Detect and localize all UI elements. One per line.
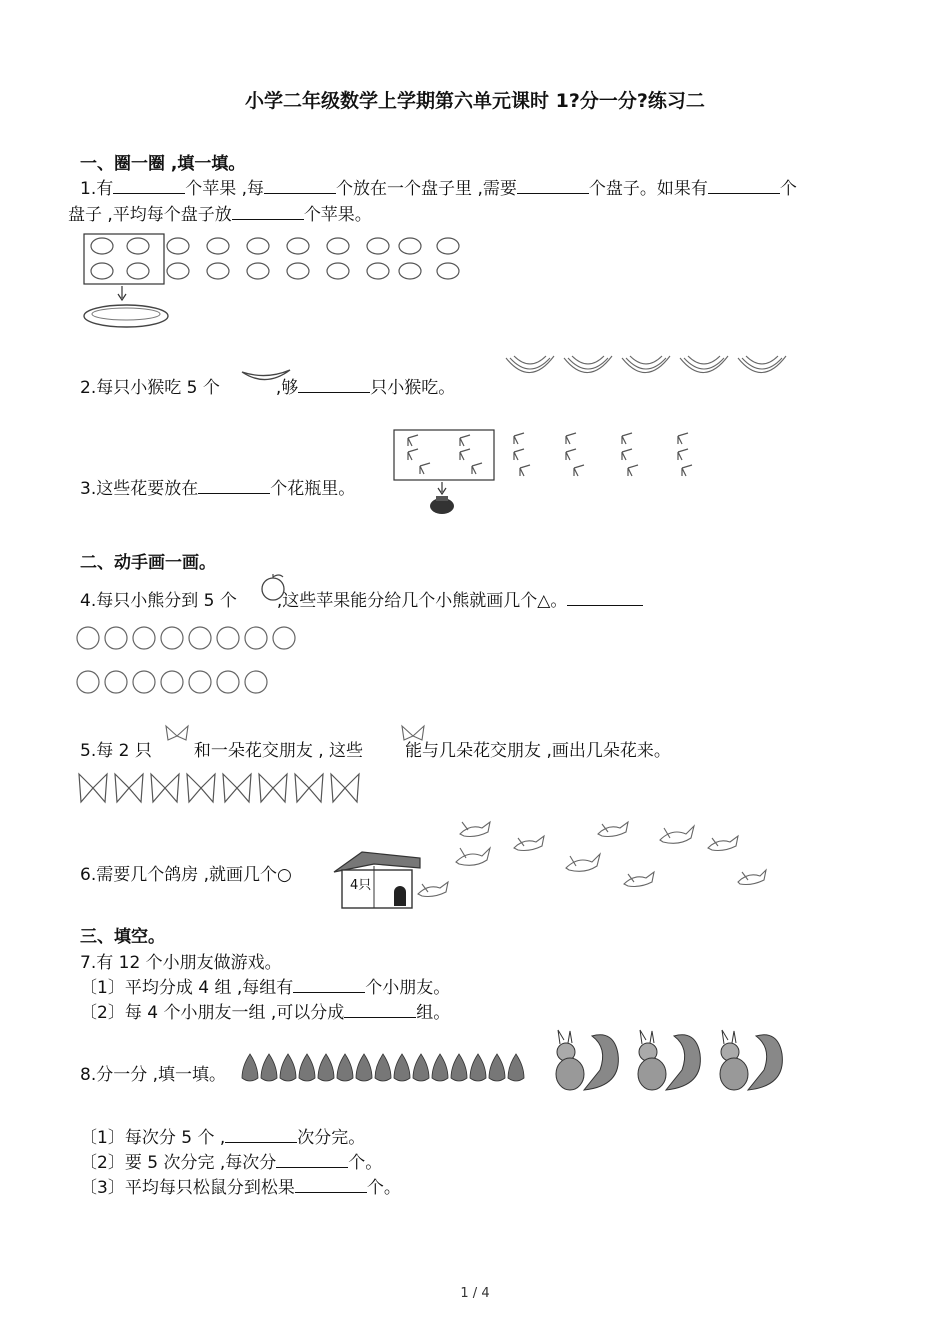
banana-icon bbox=[240, 366, 292, 388]
flower-icon bbox=[566, 449, 576, 460]
pinecone-icon bbox=[280, 1054, 296, 1081]
apple-icon bbox=[287, 238, 309, 279]
apple-icon bbox=[189, 627, 211, 649]
apple-icon bbox=[105, 627, 127, 649]
squirrel-icon bbox=[720, 1030, 782, 1090]
flower-icon bbox=[682, 465, 692, 476]
flower-icon bbox=[408, 449, 418, 460]
pinecone-icon bbox=[413, 1054, 429, 1081]
butterfly-icon bbox=[295, 774, 323, 802]
butterfly-icon bbox=[151, 774, 179, 802]
q1-apples-figure bbox=[80, 230, 480, 335]
pinecone-icon bbox=[375, 1054, 391, 1081]
flower-icon bbox=[520, 465, 530, 476]
section-1-heading: 一、圈一圈 ,填一填。 bbox=[80, 154, 246, 174]
pigeon-icon bbox=[566, 854, 600, 871]
pinecone-icon bbox=[356, 1054, 372, 1081]
pinecone-icon bbox=[242, 1054, 258, 1081]
butterfly-icon bbox=[223, 774, 251, 802]
apple-icon bbox=[217, 671, 239, 693]
apple-icon bbox=[327, 238, 349, 279]
q4-apples-figure bbox=[76, 624, 306, 694]
apple-icon bbox=[217, 627, 239, 649]
flower-icon bbox=[514, 433, 524, 444]
pinecone-icon bbox=[394, 1054, 410, 1081]
apple-icon bbox=[399, 238, 421, 279]
butterfly-icon bbox=[331, 774, 359, 802]
flower-icon bbox=[408, 435, 418, 446]
pinecone-icon bbox=[470, 1054, 486, 1081]
q7-sub-2: 〔2〕每 4 个小朋友一组 ,可以分成 组。 bbox=[80, 1003, 451, 1023]
butterfly-icon bbox=[259, 774, 287, 802]
answer-blank[interactable] bbox=[225, 1128, 297, 1143]
apple-icon bbox=[189, 671, 211, 693]
pigeon-icon bbox=[738, 870, 766, 885]
page-title: 小学二年级数学上学期第六单元课时 1?分一分?练习二 bbox=[245, 90, 705, 112]
flower-icon bbox=[678, 433, 688, 444]
pigeon-icon bbox=[456, 848, 490, 865]
squirrel-icon bbox=[638, 1030, 700, 1090]
apple-icon bbox=[127, 238, 149, 279]
q4-text: 4.每只小熊分到 5 个 ,这些苹果能分给几个小熊就画几个△。 bbox=[80, 586, 643, 611]
answer-blank[interactable] bbox=[567, 591, 643, 606]
grouping-box bbox=[84, 234, 164, 284]
flower-icon bbox=[514, 449, 524, 460]
answer-blank[interactable] bbox=[708, 179, 780, 194]
q8-intro: 8.分一分 ,填一填。 bbox=[80, 1065, 227, 1085]
section-2-heading: 二、动手画一画。 bbox=[80, 553, 216, 573]
pinecone-icon bbox=[261, 1054, 277, 1081]
pigeon-icon bbox=[460, 822, 490, 837]
q8-sub-2: 〔2〕要 5 次分完 ,每次分 个。 bbox=[80, 1153, 383, 1173]
squirrels-figure bbox=[544, 1026, 794, 1096]
answer-blank[interactable] bbox=[276, 1153, 348, 1168]
answer-blank[interactable] bbox=[295, 1178, 367, 1193]
answer-blank[interactable] bbox=[113, 179, 185, 194]
butterfly-icon bbox=[162, 722, 192, 750]
butterfly-icon bbox=[398, 722, 428, 750]
banana-bunch-icon bbox=[680, 356, 728, 373]
pinecone-icon bbox=[299, 1054, 315, 1081]
page-number: 1 / 4 bbox=[460, 1286, 490, 1301]
q3-text: 3.这些花要放在 个花瓶里。 bbox=[80, 479, 356, 499]
q5-text: 5.每 2 只 和一朵花交朋友 , 这些 能与几朵花交朋友 ,画出几朵花来。 bbox=[80, 741, 671, 761]
q8-sub-3: 〔3〕平均每只松鼠分到松果 个。 bbox=[80, 1178, 401, 1198]
flower-icon bbox=[678, 449, 688, 460]
pinecone-icon bbox=[451, 1054, 467, 1081]
apple-icon bbox=[161, 671, 183, 693]
banana-bunch-icon bbox=[738, 356, 786, 373]
q2-text: 2.每只小猴吃 5 个 ,够 只小猴吃。 bbox=[80, 378, 456, 398]
answer-blank[interactable] bbox=[298, 378, 370, 393]
butterfly-icon bbox=[79, 774, 107, 802]
q1-line-2: 盘子 ,平均每个盘子放 个苹果。 bbox=[68, 205, 372, 225]
pigeon-icon bbox=[514, 836, 544, 851]
pinecone-icon bbox=[318, 1054, 334, 1081]
butterfly-icon bbox=[115, 774, 143, 802]
apple-icon bbox=[105, 671, 127, 693]
flower-icon bbox=[566, 433, 576, 444]
flower-icon bbox=[628, 465, 638, 476]
apple-icon bbox=[245, 627, 267, 649]
q6-text: 6.需要几个鸽房 ,就画几个○ bbox=[80, 865, 292, 885]
answer-blank[interactable] bbox=[517, 179, 589, 194]
apple-icon bbox=[437, 238, 459, 279]
butterfly-icon bbox=[187, 774, 215, 802]
flower-icon bbox=[420, 463, 430, 474]
answer-blank[interactable] bbox=[264, 179, 336, 194]
flower-icon bbox=[622, 433, 632, 444]
apple-icon bbox=[367, 238, 389, 279]
apple-icon bbox=[273, 627, 295, 649]
pinecone-icon bbox=[337, 1054, 353, 1081]
banana-bunch-icon bbox=[506, 356, 554, 373]
q3-flowers-figure bbox=[390, 428, 700, 518]
answer-blank[interactable] bbox=[344, 1003, 416, 1018]
pigeon-icon bbox=[418, 882, 448, 897]
banana-bunches-figure bbox=[502, 350, 792, 395]
apple-icon bbox=[133, 627, 155, 649]
vase-icon bbox=[430, 496, 454, 514]
flower-icon bbox=[574, 465, 584, 476]
apple-icon bbox=[77, 671, 99, 693]
squirrel-icon bbox=[556, 1030, 618, 1090]
q8-sub-1: 〔1〕每次分 5 个 , 次分完。 bbox=[80, 1128, 366, 1148]
answer-blank[interactable] bbox=[232, 205, 304, 220]
pigeon-house-label: 4只 bbox=[350, 878, 372, 893]
pigeon-icon bbox=[708, 836, 738, 851]
pigeon-icon bbox=[660, 826, 694, 843]
apple-icon bbox=[77, 627, 99, 649]
q7-sub-1: 〔1〕平均分成 4 组 ,每组有 个小朋友。 bbox=[80, 978, 451, 998]
q5-butterflies-figure bbox=[76, 770, 376, 806]
apple-icon bbox=[167, 238, 189, 279]
pinecone-icon bbox=[508, 1054, 524, 1081]
apple-icon bbox=[161, 627, 183, 649]
apple-icon bbox=[247, 238, 269, 279]
q7-intro: 7.有 12 个小朋友做游戏。 bbox=[80, 953, 282, 973]
banana-bunch-icon bbox=[564, 356, 612, 373]
answer-blank[interactable] bbox=[198, 479, 270, 494]
pigeon-icon bbox=[598, 822, 628, 837]
q6-pigeons-figure bbox=[416, 820, 746, 912]
pinecone-icon bbox=[489, 1054, 505, 1081]
pigeon-icon bbox=[624, 872, 654, 887]
flower-icon bbox=[460, 449, 470, 460]
flower-icon bbox=[472, 463, 482, 474]
plate-icon bbox=[84, 305, 168, 327]
banana-bunch-icon bbox=[622, 356, 670, 373]
pigeon-house-icon bbox=[332, 850, 422, 912]
answer-blank[interactable] bbox=[293, 978, 365, 993]
apple-icon bbox=[245, 671, 267, 693]
apple-icon bbox=[258, 573, 290, 603]
pinecone-icon bbox=[432, 1054, 448, 1081]
q1-line-1: 1.有 个苹果 ,每 个放在一个盘子里 ,需要 个盘子。如果有 个 bbox=[80, 179, 797, 199]
flower-icon bbox=[460, 435, 470, 446]
pinecones-figure bbox=[240, 1052, 530, 1086]
flower-icon bbox=[622, 449, 632, 460]
apple-icon bbox=[91, 238, 113, 279]
apple-icon bbox=[207, 238, 229, 279]
apple-icon bbox=[133, 671, 155, 693]
section-3-heading: 三、填空。 bbox=[80, 927, 165, 947]
